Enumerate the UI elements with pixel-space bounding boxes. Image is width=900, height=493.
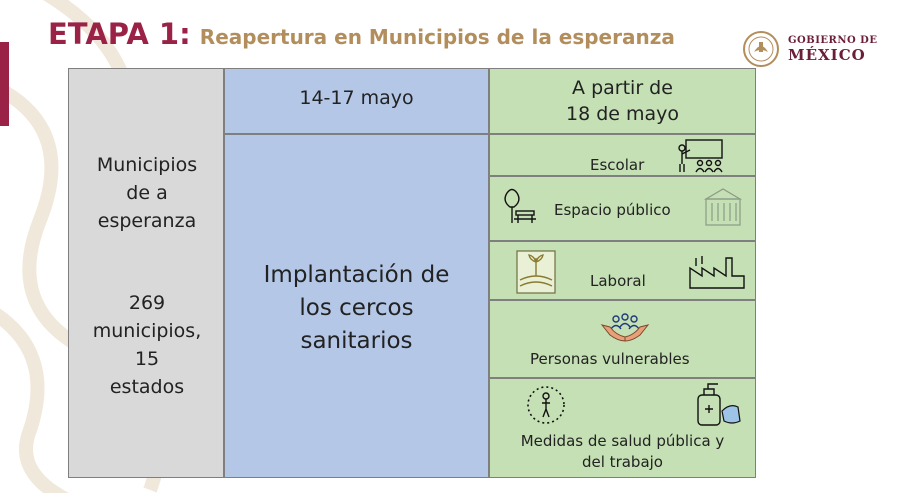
stage-subtitle: Reapertura en Municipios de la esperanza <box>199 25 675 49</box>
period1-cell <box>224 68 489 134</box>
phase-table <box>68 68 756 478</box>
period1-label: 14-17 mayo <box>299 87 414 109</box>
measure-line: los cercos <box>299 295 414 321</box>
count-line: municipios, <box>92 320 202 342</box>
measure-text <box>225 259 488 358</box>
count-line: 15 <box>134 348 160 370</box>
municipios-count <box>69 289 225 401</box>
logo-line1: GOBIERNO DE <box>788 35 878 46</box>
period2-cell <box>489 68 756 134</box>
heading-line: esperanza <box>97 210 197 232</box>
logo-line2: MÉXICO <box>788 46 866 64</box>
period2-label <box>490 75 755 127</box>
person-circle-icon <box>526 385 566 425</box>
crop-field-icon <box>516 250 556 294</box>
sanitizer-hands-icon <box>694 381 742 427</box>
count-line: estados <box>109 376 185 398</box>
municipios-heading <box>69 151 225 235</box>
stage-label: ETAPA 1: <box>48 17 191 51</box>
sector-laboral-label: Laboral <box>590 272 646 290</box>
hands-people-icon <box>600 311 650 345</box>
sector-vulnerables <box>489 300 756 378</box>
gobierno-logo <box>742 30 882 70</box>
count-line: 269 <box>128 292 166 314</box>
measure-line: Implantación de <box>263 262 450 288</box>
factory-icon <box>688 254 746 290</box>
period2-line: 18 de mayo <box>565 103 680 125</box>
medidas-line: del trabajo <box>582 453 663 471</box>
sector-medidas <box>489 378 756 478</box>
bench-tree-icon <box>502 187 536 227</box>
sector-vulnerables-label: Personas vulnerables <box>530 350 690 368</box>
sector-escolar-label: Escolar <box>590 156 645 174</box>
eagle-seal-icon <box>742 30 780 68</box>
sector-espacio-label: Espacio público <box>554 201 671 219</box>
government-building-icon <box>704 187 742 227</box>
page-title <box>48 14 675 59</box>
measure-cell <box>224 134 489 478</box>
period2-line: A partir de <box>572 77 673 99</box>
medidas-line: Medidas de salud pública y <box>520 432 725 450</box>
sector-escolar <box>489 134 756 176</box>
heading-line: de a <box>126 182 168 204</box>
heading-line: Municipios <box>96 154 198 176</box>
measure-line: sanitarios <box>300 328 413 354</box>
sector-laboral <box>489 241 756 300</box>
school-classroom-icon <box>676 138 726 174</box>
sector-medidas-label <box>490 431 755 473</box>
accent-bar <box>0 42 9 126</box>
sector-espacio <box>489 176 756 241</box>
municipios-cell <box>68 68 224 478</box>
